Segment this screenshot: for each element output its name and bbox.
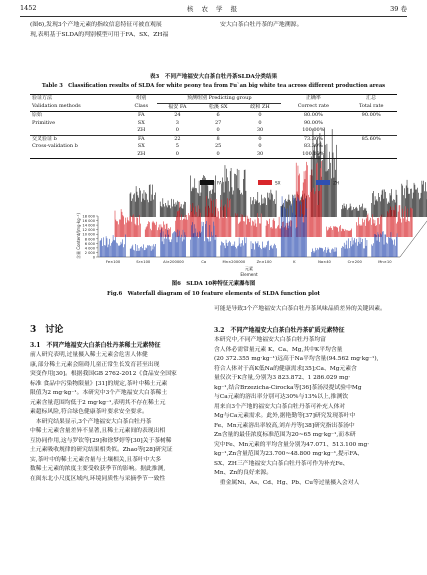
fa-cell: 5 [175, 143, 179, 149]
col-header-predict: 预测组别 Predicting group [157, 95, 281, 104]
text-line: 突变作用[30]。根据我国GB 2762-2012《食品安全国家 [30, 371, 177, 377]
text-line: 中稀土元素含量差异不显著,且稀土元素间的表现出相 [30, 428, 166, 434]
text-line: 量仅次于K含量,分别为3 823.872、1 286.029 mg· [214, 375, 351, 381]
sx-cell: 27 [214, 119, 222, 126]
text-line: 含人体必需常量元素 K、Ca、Mg,其中K平均含量 [214, 346, 343, 353]
sx-cell: 0 [216, 127, 220, 133]
legend-swatch-zh [316, 180, 330, 185]
x-tick-label: K [293, 260, 296, 264]
right-column-text [214, 336, 404, 488]
text-line: 实,茶叶中的稀土元素含量与土壤相关,且茶叶中大多 [30, 456, 162, 463]
y-tick-label: 8 000 [84, 237, 95, 242]
zh-cell: 0 [258, 143, 262, 149]
page-number: 1452 [20, 4, 37, 12]
fa-cell: 3 [175, 119, 179, 126]
text-line: Mg与Ca元素需求。此外,据艳勤等[37]研究发现茶叶中 [214, 413, 356, 419]
sx-cell: 25 [214, 143, 222, 149]
col-header-method: 验证方法 [30, 95, 125, 104]
fa-cell: 0 [175, 127, 179, 133]
col-header-total: 汇总 [345, 95, 397, 104]
rate-cell: 73.30% [281, 135, 345, 143]
x-tick-label: Mn×10 [378, 260, 392, 264]
y-tick-label: 16 000 [82, 219, 95, 224]
x-axis-label-cn: 元素 [244, 266, 254, 271]
left-column-text [30, 351, 210, 484]
x-tick-label: Zn×100 [256, 260, 272, 264]
subsection-heading-3-2: 3.2 不同产地福安大白茶白牡丹茶矿质元素特征 [214, 327, 345, 334]
class-cell: ZH [125, 151, 157, 159]
x-tick-label: Mn×200000 [222, 260, 246, 264]
text-line: 现,表明基于SLDA的判别模型可用于FA、SX、ZH福 [30, 31, 169, 38]
y-tick-label: 4 000 [84, 246, 95, 251]
text-line: (20 372.355 mg·kg⁻¹)远高于Na平均含量(94.562 mg·kg⁻¹), [214, 356, 379, 362]
total-cell: 90.00% [361, 112, 381, 118]
text-line: 素超标风险,符合绿色健康茶叶要求安全要求。 [30, 409, 148, 415]
rate-cell: 90.00% [303, 119, 323, 126]
rate-cell: 80.00% [303, 112, 323, 118]
rate-cell: 100.00% [302, 127, 325, 133]
text-line: 标准 食品中污染物限量》[31]的规定,茶叶中稀土元素 [30, 380, 168, 387]
class-cell: ZH [137, 127, 146, 133]
x-tick-label: Al×200000 [163, 260, 184, 264]
fa-cell: 22 [157, 135, 197, 143]
col-header-total-en: Total rate [345, 103, 397, 112]
text-line: kg⁻¹,Zn含量范围为23.700~48.800 mg·kg⁻¹,提示FA、 [214, 451, 364, 457]
col-header-method-en: Validation methods [30, 103, 125, 112]
volume-number: 39 卷 [390, 5, 407, 13]
text-line: SX、ZH三产地福安大白茶白牡丹茶可作为补充Fe、 [214, 460, 349, 467]
y-tick-label: 10 000 [82, 232, 95, 237]
col-header-rate-en: Correct rate [281, 103, 345, 112]
legend-swatch-fa [200, 180, 214, 185]
zh-cell: 0 [258, 119, 262, 126]
x-tick-label: Na×40 [318, 260, 331, 264]
y-tick-label: 0 [92, 255, 95, 260]
table-title-cn: 表3 不同产地福安大白茶白牡丹茶SLDA分类结果 [149, 74, 278, 80]
text-line: 康,部分稀土元素会阻碍儿童正常生长发育甚至出现 [30, 361, 160, 368]
text-line: 本研究中,不同产地福安大白茶白牡丹茶均富 [214, 337, 326, 343]
method-cell: 原始 [32, 112, 43, 118]
subsection-heading-3-1: 3.1 不同产地福安大白茶白牡丹茶稀土元素特征 [30, 342, 161, 349]
legend-label-zh: ZH [333, 180, 340, 186]
x-tick-label: Sr×100 [136, 260, 151, 264]
text-line: 安大白茶白牡丹茶的产地溯源。 [220, 22, 303, 28]
text-line: 与Ca元素的溶出率分别可达30%与13%以上,推测饮 [214, 394, 349, 400]
col-header-class-en: Class [125, 103, 157, 112]
table-title-en: Table 3 Classification results of SLDA for white peony tea from Fu`an big white tea across different production areas [41, 83, 386, 89]
text-line: (图6),发现3个产地元素的指纹信息特征可被直观展 [30, 22, 162, 28]
text-line: Fe、Mn元素溶出率较高,刘卉丹等[38]研究指出茶汤中 [214, 422, 355, 429]
right-col-intro: 可能是导致3个产地福安大白茶白牡丹茶风味品质差异的关键因素。 [214, 306, 386, 312]
text-line: 用来自3个产地的福安大白茶白牡丹茶可补充人体对 [214, 403, 346, 410]
sx-cell: 6 [216, 112, 220, 118]
text-line: 互协同作用,这与罗钦等[29]和徐梦婷等[30]关于茶树稀 [30, 437, 172, 444]
rate-cell: 100.00% [281, 151, 345, 159]
text-line: 元素含量范围均低于2 mg·kg⁻¹,表明其不存在稀土元 [30, 399, 166, 406]
method-cell: Cross-validation b [32, 143, 78, 149]
y-tick-label: 14 000 [82, 223, 95, 228]
text-line: 土元素吸收规律的研究结果相类似。Zhao等[28]研究证 [30, 447, 173, 453]
y-axis-label: 含量 Content/(mg·kg⁻¹) [76, 213, 81, 259]
text-line: 重金属Ni、As、Cd、Hg、Pb、Cu等过量摄入会对人 [214, 479, 360, 486]
text-line: 符合人体对于高K低Na的健康需求[35];Ca、Mg元素含 [214, 365, 357, 372]
col-header-class: 组别 [125, 95, 157, 104]
method-cell: Primitive [32, 119, 56, 126]
text-line: 限值为2 mg·kg⁻¹。本研究中3个产地福安大白茶稀土 [30, 390, 168, 396]
sx-cell: 0 [198, 151, 239, 159]
y-tick-label: 6 000 [84, 241, 95, 246]
figure-caption-cn: 图6 SLDA 10种特征元素瀑布图 [171, 281, 256, 287]
class-cell: FA [125, 135, 157, 143]
method-cell: 交叉验证 b [30, 135, 125, 143]
x-tick-label: Cr×200 [347, 260, 362, 264]
col-header-rate: 正确率 [281, 95, 345, 104]
total-cell: 85.60% [345, 135, 397, 143]
figure-caption-en: Fig.6 Waterfall diagram of 10 feature elements of SLDA function plot [106, 291, 321, 297]
class-cell: SX [137, 143, 145, 149]
legend-label-sx: SX [275, 180, 281, 186]
zh-cell: 30 [256, 127, 264, 133]
legend-swatch-sx [258, 180, 272, 185]
x-tick-label: Ca [201, 260, 207, 264]
fa-cell: 0 [157, 151, 197, 159]
text-line: Zn含量的最佳浓度标准范围为20~65 mg·kg⁻¹,而本研 [214, 432, 356, 438]
text-line: 本研究结果显示,3个产地福安大白茶白牡丹茶 [30, 418, 152, 425]
class-cell: FA [137, 112, 145, 118]
journal-name: 核 农 学 报 [186, 5, 241, 13]
x-tick-label: Fe×100 [105, 260, 121, 264]
y-tick-label: 2 000 [84, 250, 95, 255]
sx-cell: 8 [198, 135, 239, 143]
zh-cell: 0 [258, 112, 262, 118]
zh-cell: 0 [239, 135, 282, 143]
legend-label-fa: FA [217, 180, 222, 186]
text-line: 数稀土元素的浓度主要受收获季节的影响。据此推测, [30, 466, 166, 472]
zh-cell: 30 [239, 151, 282, 159]
y-tick-label: 18 000 [82, 214, 95, 219]
text-line: 究中Fe、Mn元素的平均含量分别为47.071、513.100 mg· [214, 441, 370, 448]
col-header-zh: 政和 ZH [239, 103, 282, 112]
col-header-fa: 福安 FA [157, 103, 197, 112]
fa-cell: 24 [174, 112, 181, 118]
text-line: Mn、Zn的良好来源。 [214, 470, 273, 476]
class-cell: SX [137, 119, 145, 126]
section-heading-discussion: 3 讨论 [30, 325, 64, 335]
text-line: 前人研究表明,过量摄入稀土元素会危害人体健 [30, 352, 148, 358]
x-axis-label-en: Element [240, 272, 258, 277]
rate-cell: 83.30% [303, 143, 323, 149]
col-header-sx: 松溪 SX [198, 103, 239, 112]
text-line: 在闽东北小尺度区域内,环境同质性与采摘季节一致性 [30, 475, 166, 482]
text-line: kg⁻¹,结合Brzezicha-Cirocka等[36]茶汤浸提试验中Mg [214, 384, 362, 391]
y-tick-label: 12 000 [82, 228, 95, 233]
